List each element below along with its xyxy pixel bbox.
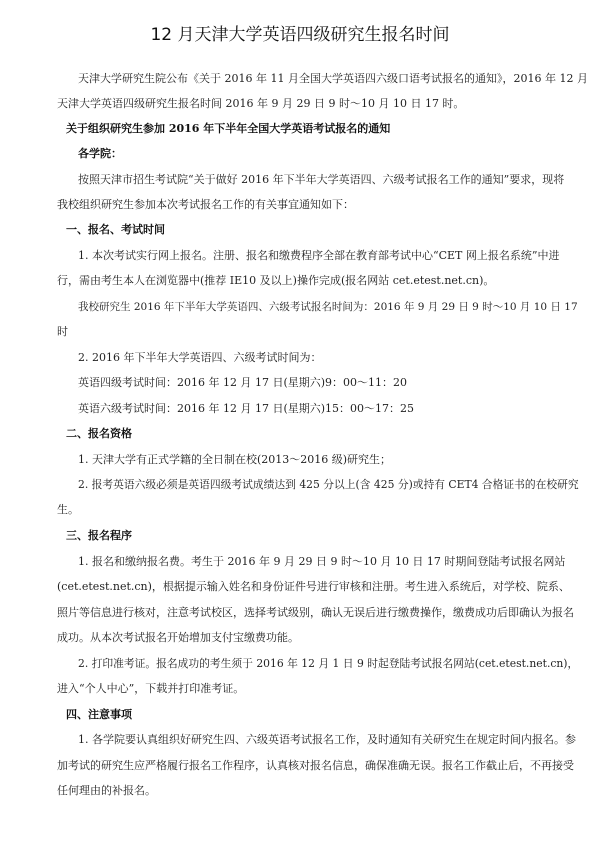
- body-line: 我校研究生 2016 年下半年大学英语四、六级考试报名时间为：2016 年 9 月 29 日 9 时～10 月 10 日 17: [78, 301, 578, 313]
- body-line: 行，需由考生本人在浏览器中(推荐 IE10 及以上)操作完成(报名网站 cet.etest.net.cn)。: [57, 274, 495, 287]
- section-heading-3: 三、报名程序: [66, 529, 132, 542]
- section-heading-2: 二、报名资格: [66, 427, 132, 440]
- body-line: 成功。从本次考试报名开始增加支付宝缴费功能。: [57, 631, 299, 644]
- body-line: 任何理由的补报名。: [57, 784, 156, 797]
- body-line: 时: [57, 325, 68, 338]
- body-line: 2. 报考英语六级必须是英语四级考试成绩达到 425 分以上(含 425 分)或持有 CET4 合格证书的在校研究: [78, 478, 579, 491]
- body-line: 加考试的研究生应严格履行报名工作程序，认真核对报名信息，确保准确无误。报名工作截止后，不再接受: [57, 759, 574, 772]
- body-line: 1. 天津大学有正式学籍的全日制在校(2013～2016 级)研究生；: [78, 453, 392, 466]
- body-line: 英语六级考试时间：2016 年 12 月 17 日(星期六)15：00～17：25: [78, 402, 415, 415]
- body-line: 照片等信息进行核对，注意考试校区，选择考试级别，确认无误后进行缴费操作，缴费成功后即确认为报名: [57, 606, 574, 619]
- body-line: 1. 本次考试实行网上报名。注册、报名和缴费程序全部在教育部考试中心“CET 网上报名系统”中进: [78, 249, 560, 262]
- intro-line-1: 天津大学研究生院公布《关于 2016 年 11 月全国大学英语四六级口语考试报名的通知》，2016 年 12 月: [78, 72, 588, 85]
- notice-heading: 关于组织研究生参加 2016 年下半年全国大学英语考试报名的通知: [66, 122, 391, 135]
- intro-line-2: 天津大学英语四级研究生报名时间 2016 年 9 月 29 日 9 时～10 月 10 日 17 时。: [57, 97, 465, 110]
- section-heading-1: 一、报名、考试时间: [66, 223, 165, 236]
- body-line: 英语四级考试时间：2016 年 12 月 17 日(星期六)9：00～11：20: [78, 376, 408, 389]
- body-line: (cet.etest.net.cn)，根据提示输入姓名和身份证件号进行审核和注册。考生进入系统后，对学校、院系、: [57, 580, 570, 593]
- body-line: 按照天津市招生考试院“关于做好 2016 年下半年大学英语四、六级考试报名工作的通知”要求，现将: [78, 173, 565, 186]
- body-line: 2. 打印准考证。报名成功的考生须于 2016 年 12 月 1 日 9 时起登陆考试报名网站(cet.etest.net.cn)，: [78, 657, 579, 670]
- body-line: 1. 各学院要认真组织好研究生四、六级英语考试报名工作，及时通知有关研究生在规定时间内报名。参: [78, 733, 576, 746]
- salutation: 各学院：: [78, 147, 122, 160]
- body-line: 我校组织研究生参加本次考试报名工作的有关事宜通知如下：: [57, 198, 354, 211]
- body-line: 1. 报名和缴纳报名费。考生于 2016 年 9 月 29 日 9 时～10 月 10 日 17 时期间登陆考试报名网站: [78, 555, 566, 568]
- section-heading-4: 四、注意事项: [66, 708, 132, 721]
- body-line: 进入“个人中心”，下载并打印准考证。: [57, 682, 245, 695]
- page-title: 12 月天津大学英语四级研究生报名时间: [150, 25, 450, 45]
- body-line: 2. 2016 年下半年大学英语四、六级考试时间为：: [78, 351, 322, 364]
- body-line: 生。: [57, 503, 79, 516]
